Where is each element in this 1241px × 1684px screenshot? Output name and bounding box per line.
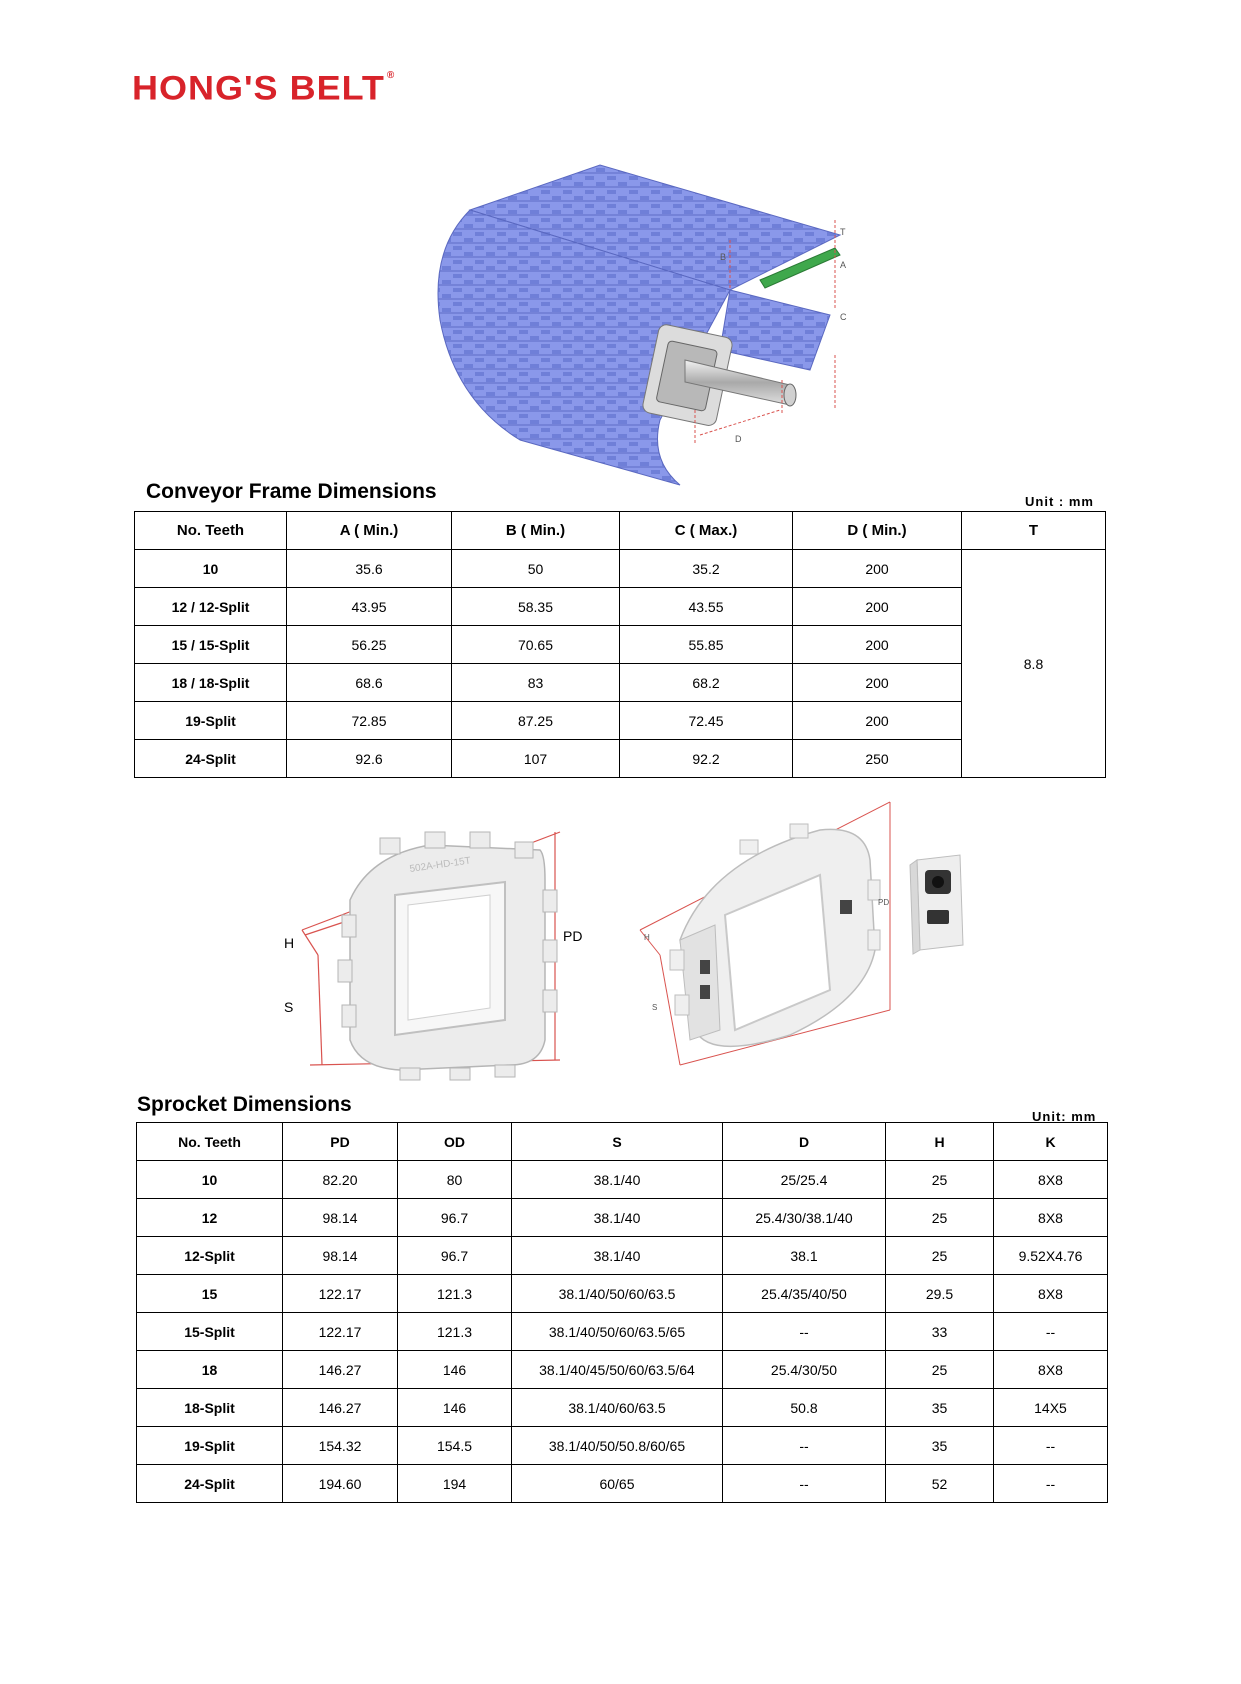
cell: 55.85 bbox=[620, 626, 793, 664]
table-row bbox=[137, 1237, 1108, 1275]
dim-label-pd: PD bbox=[563, 928, 583, 944]
frame-section-title: Conveyor Frame Dimensions bbox=[146, 480, 437, 503]
dim-label-s-2: S bbox=[652, 1003, 658, 1012]
cell: 43.55 bbox=[620, 588, 793, 626]
cell: 38.1 bbox=[723, 1237, 886, 1275]
cell: 25 bbox=[886, 1351, 994, 1389]
cell: 38.1/40/60/63.5 bbox=[512, 1389, 723, 1427]
cell: 18 bbox=[137, 1351, 283, 1389]
cell: 146 bbox=[398, 1351, 512, 1389]
frame-unit: Unit : mm bbox=[1025, 494, 1094, 509]
table-row bbox=[135, 588, 1106, 626]
cell: 18-Split bbox=[137, 1389, 283, 1427]
table-row bbox=[137, 1389, 1108, 1427]
cell: 38.1/40/50/50.8/60/65 bbox=[512, 1427, 723, 1465]
header-pd: PD bbox=[283, 1123, 398, 1161]
cell: 35 bbox=[886, 1427, 994, 1465]
cell: 58.35 bbox=[452, 588, 620, 626]
t-value-cell: 8.8 bbox=[962, 550, 1106, 778]
table-row bbox=[137, 1161, 1108, 1199]
cell: 15 bbox=[137, 1275, 283, 1313]
cell: 200 bbox=[793, 588, 962, 626]
cell: 25 bbox=[886, 1199, 994, 1237]
cell: 200 bbox=[793, 626, 962, 664]
table-row bbox=[137, 1313, 1108, 1351]
cell: 50 bbox=[452, 550, 620, 588]
cell: 12 / 12-Split bbox=[135, 588, 287, 626]
cell: 25.4/30/38.1/40 bbox=[723, 1199, 886, 1237]
header-no-teeth: No. Teeth bbox=[135, 512, 287, 550]
header-a-min: A ( Min.) bbox=[287, 512, 452, 550]
cell: 8X8 bbox=[994, 1351, 1108, 1389]
header-d-min: D ( Min.) bbox=[793, 512, 962, 550]
frame-dimensions-table bbox=[134, 511, 1106, 778]
dim-label-t: T bbox=[840, 227, 846, 237]
cell: 87.25 bbox=[452, 702, 620, 740]
cell: -- bbox=[994, 1427, 1108, 1465]
conveyor-belt-figure bbox=[430, 160, 860, 480]
table-header-row bbox=[135, 512, 1106, 550]
cell: 10 bbox=[135, 550, 287, 588]
cell: 70.65 bbox=[452, 626, 620, 664]
cell: 194 bbox=[398, 1465, 512, 1503]
dim-label-a: A bbox=[840, 260, 847, 270]
header-s: S bbox=[512, 1123, 723, 1161]
cell: 9.52X4.76 bbox=[994, 1237, 1108, 1275]
cell: 12 bbox=[137, 1199, 283, 1237]
cell: 8X8 bbox=[994, 1161, 1108, 1199]
cell: -- bbox=[994, 1465, 1108, 1503]
cell: 38.1/40 bbox=[512, 1237, 723, 1275]
header-k: K bbox=[994, 1123, 1108, 1161]
registered-mark: ® bbox=[386, 70, 395, 81]
dim-label-d: D bbox=[735, 434, 742, 444]
cell: -- bbox=[723, 1313, 886, 1351]
cell: 98.14 bbox=[283, 1199, 398, 1237]
cell: 154.32 bbox=[283, 1427, 398, 1465]
table-row bbox=[135, 740, 1106, 778]
cell: 19-Split bbox=[137, 1427, 283, 1465]
cell: 24-Split bbox=[137, 1465, 283, 1503]
cell: 68.2 bbox=[620, 664, 793, 702]
cell: 38.1/40/50/60/63.5 bbox=[512, 1275, 723, 1313]
cell: 25.4/35/40/50 bbox=[723, 1275, 886, 1313]
dim-label-h-2: H bbox=[644, 933, 650, 942]
cell: 38.1/40 bbox=[512, 1161, 723, 1199]
sprocket-front-figure bbox=[284, 820, 590, 1080]
cell: 107 bbox=[452, 740, 620, 778]
cell: 35.6 bbox=[287, 550, 452, 588]
cell: 122.17 bbox=[283, 1313, 398, 1351]
dim-label-h: H bbox=[284, 935, 295, 951]
table-row bbox=[137, 1199, 1108, 1237]
cell: 15 / 15-Split bbox=[135, 626, 287, 664]
cell: 200 bbox=[793, 550, 962, 588]
cell: -- bbox=[994, 1313, 1108, 1351]
sprocket-marking: 502A-HD-15T bbox=[408, 855, 472, 875]
cell: 8X8 bbox=[994, 1199, 1108, 1237]
header-d: D bbox=[723, 1123, 886, 1161]
cell: 72.45 bbox=[620, 702, 793, 740]
cell: 68.6 bbox=[287, 664, 452, 702]
cell: 25 bbox=[886, 1161, 994, 1199]
table-row bbox=[135, 664, 1106, 702]
header-t: T bbox=[962, 512, 1106, 550]
table-header-row bbox=[137, 1123, 1108, 1161]
header-no-teeth: No. Teeth bbox=[137, 1123, 283, 1161]
cell: 24-Split bbox=[135, 740, 287, 778]
cell: 82.20 bbox=[283, 1161, 398, 1199]
cell: -- bbox=[723, 1427, 886, 1465]
cell: 8X8 bbox=[994, 1275, 1108, 1313]
header-b-min: B ( Min.) bbox=[452, 512, 620, 550]
cell: 25.4/30/50 bbox=[723, 1351, 886, 1389]
cell: 35.2 bbox=[620, 550, 793, 588]
cell: 96.7 bbox=[398, 1199, 512, 1237]
cell: 154.5 bbox=[398, 1427, 512, 1465]
cell: 35 bbox=[886, 1389, 994, 1427]
cell: 92.6 bbox=[287, 740, 452, 778]
cell: 29.5 bbox=[886, 1275, 994, 1313]
cell: 60/65 bbox=[512, 1465, 723, 1503]
dim-label-b: B bbox=[720, 252, 727, 262]
cell: 146.27 bbox=[283, 1389, 398, 1427]
cell: 56.25 bbox=[287, 626, 452, 664]
header-od: OD bbox=[398, 1123, 512, 1161]
cell: 194.60 bbox=[283, 1465, 398, 1503]
table-row bbox=[135, 702, 1106, 740]
cell: 121.3 bbox=[398, 1313, 512, 1351]
cell: 80 bbox=[398, 1161, 512, 1199]
cell: 96.7 bbox=[398, 1237, 512, 1275]
table-row bbox=[135, 550, 1106, 588]
cell: 25 bbox=[886, 1237, 994, 1275]
cell: 83 bbox=[452, 664, 620, 702]
sprocket-perspective-figure bbox=[640, 800, 910, 1080]
table-row bbox=[137, 1465, 1108, 1503]
cell: 38.1/40/50/60/63.5/65 bbox=[512, 1313, 723, 1351]
cell: 38.1/40 bbox=[512, 1199, 723, 1237]
cell: -- bbox=[723, 1465, 886, 1503]
cell: 33 bbox=[886, 1313, 994, 1351]
cell: 72.85 bbox=[287, 702, 452, 740]
cell: 10 bbox=[137, 1161, 283, 1199]
cell: 18 / 18-Split bbox=[135, 664, 287, 702]
cell: 15-Split bbox=[137, 1313, 283, 1351]
cell: 98.14 bbox=[283, 1237, 398, 1275]
header-c-max: C ( Max.) bbox=[620, 512, 793, 550]
cell: 25/25.4 bbox=[723, 1161, 886, 1199]
dim-label-s: S bbox=[284, 999, 294, 1015]
dim-label-pd-2: PD bbox=[878, 898, 890, 907]
cell: 52 bbox=[886, 1465, 994, 1503]
cell: 122.17 bbox=[283, 1275, 398, 1313]
cell: 14X5 bbox=[994, 1389, 1108, 1427]
cell: 92.2 bbox=[620, 740, 793, 778]
sprocket-dimensions-table bbox=[136, 1122, 1108, 1503]
key-insert-figure bbox=[905, 850, 975, 960]
cell: 146.27 bbox=[283, 1351, 398, 1389]
sprocket-unit: Unit: mm bbox=[1032, 1109, 1097, 1124]
table-row bbox=[137, 1427, 1108, 1465]
cell: 250 bbox=[793, 740, 962, 778]
header-h: H bbox=[886, 1123, 994, 1161]
sprocket-section-title: Sprocket Dimensions bbox=[137, 1093, 352, 1116]
brand-name: HONG'S BELT bbox=[132, 68, 385, 107]
brand-logo bbox=[132, 68, 395, 107]
cell: 38.1/40/45/50/60/63.5/64 bbox=[512, 1351, 723, 1389]
table-row bbox=[137, 1351, 1108, 1389]
cell: 19-Split bbox=[135, 702, 287, 740]
cell: 50.8 bbox=[723, 1389, 886, 1427]
cell: 43.95 bbox=[287, 588, 452, 626]
table-row bbox=[137, 1275, 1108, 1313]
cell: 12-Split bbox=[137, 1237, 283, 1275]
dim-label-c: C bbox=[840, 312, 847, 322]
cell: 200 bbox=[793, 702, 962, 740]
cell: 200 bbox=[793, 664, 962, 702]
cell: 146 bbox=[398, 1389, 512, 1427]
cell: 121.3 bbox=[398, 1275, 512, 1313]
table-row bbox=[135, 626, 1106, 664]
